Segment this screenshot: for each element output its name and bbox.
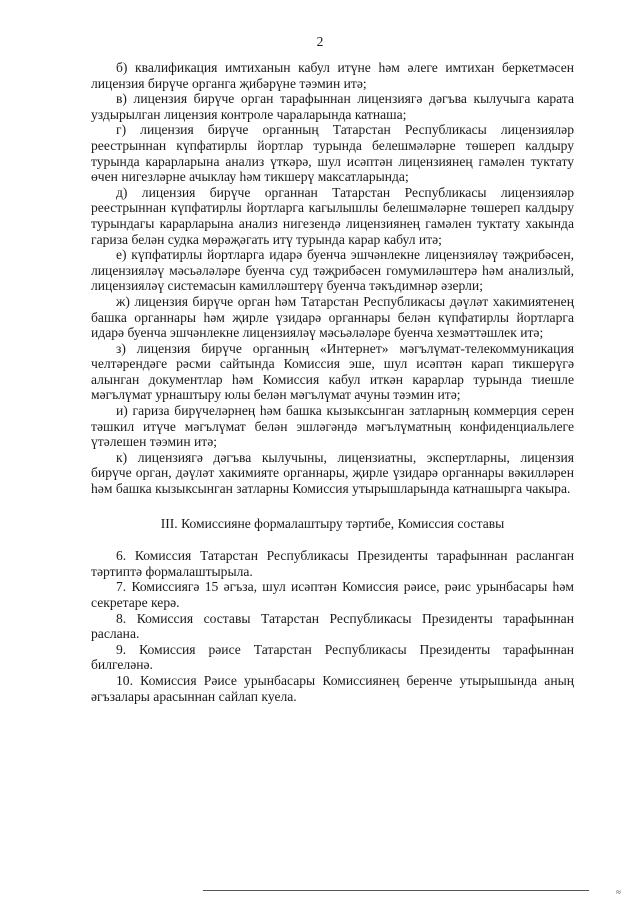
paragraph-item-zh: ж) лицензия бирүче орган һәм Татарстан Республикасы дәүләт хакимиятенең башка органнары һәм җирле үзидарә органнары белән күпфатирлы йортларга идарә буенча эшчәнлекне лицензияләү мәсьәләләре буенча хезмәттәшлек итә;	[91, 293, 574, 341]
document-body	[91, 60, 574, 704]
paragraph-item-v: в) лицензия бирүче орган тарафыннан лицензиягә дәгъва кылучыга карата уздырылган лицензия контроле чараларында катнаша;	[91, 91, 574, 122]
footer-corner-mark: ≈	[616, 887, 621, 897]
paragraph-item-g: г) лицензия бирүче органның Татарстан Республикасы лицензияләр реестрыннан күпфатирлы йортлар турында белешмәләрне төшереп калдыру турында карарларына анализ үткәрә, шул исәптән лицензиянең гамәлен туктату өчен нигезләрне ачыклау һәм тикшерү максатларында;	[91, 122, 574, 185]
paragraph-clause-6: 6. Комиссия Татарстан Республикасы Президенты тарафыннан расланган тәртиптә формалаштырыла.	[91, 548, 574, 579]
paragraph-item-b: б) квалификация имтиханын кабул итүне һәм әлеге имтихан беркетмәсен лицензия бирүче органга җибәрүне тәэмин итә;	[91, 60, 574, 91]
paragraph-clause-7: 7. Комиссиягә 15 әгъза, шул исәптән Комиссия рәисе, рәис урынбасары һәм секретаре керә.	[91, 579, 574, 610]
page-number: 2	[316, 34, 324, 49]
paragraph-item-e: е) күпфатирлы йортларга идарә буенча эшчәнлекне лицензияләү тәҗрибәсен, лицензияләү мәсьәләләре буенча суд тәҗрибәсен гомумиләштерә һәм анализлый, лицензияләү системасын камилләштерү буенча тәкъдимнәр әзерли;	[91, 247, 574, 294]
paragraph-item-k: к) лицензиягә дәгъва кылучыны, лицензиатны, экспертларны, лицензия бирүче орган, дәүләт хакимияте органнары, җирле үзидарә органнары вәкилләрен һәм башка кызыксынган затларны Комиссия утырышларында катнашырга чакыра.	[91, 449, 574, 497]
paragraph-item-z: з) лицензия бирүче органның «Интернет» мәгълүмат-телекоммуникация челтәрендәге рәсми сайтында Комиссия эше, шул исәптән карап тикшерүгә алынган документлар һәм Комиссия кабул иткән карарлар турында тиешле мәгълүмат урнаштыру юлы белән мәгълүмат ачуны тәэмин итә;	[91, 340, 574, 403]
section-heading: III. Комиссияне формалаштыру тәртибе, Комиссия составы	[160, 515, 505, 531]
footer-rule	[203, 890, 589, 891]
paragraph-clause-10: 10. Комиссия Рәисе урынбасары Комиссиянең беренче утырышында аның әгъзалары арасыннан сайлап куела.	[91, 672, 574, 704]
paragraph-item-d: д) лицензия бирүче органнан Татарстан Республикасы лицензияләр реестрыннан күпфатирлы йортларга кагылышлы белешмәләрне төшереп калдыру турындагы карарларына анализ нигезендә лицензиянең гамәлен туктату хакында гариза белән судка мөрәҗәгать итү турында карар кабул итә;	[91, 184, 574, 247]
paragraph-clause-8: 8. Комиссия составы Татарстан Республикасы Президенты тарафыннан раслана.	[91, 610, 574, 642]
paragraph-clause-9: 9. Комиссия рәисе Татарстан Республикасы Президенты тарафыннан билгеләнә.	[91, 641, 574, 673]
paragraph-item-i: и) гариза бирүчеләрнең һәм башка кызыксынган затларның коммерция серен тәшкил итүче мәгълүмат белән эшләгәндә мәгълүматның конфиденциальлеге үтәлешен тәэмин итә;	[91, 403, 574, 450]
